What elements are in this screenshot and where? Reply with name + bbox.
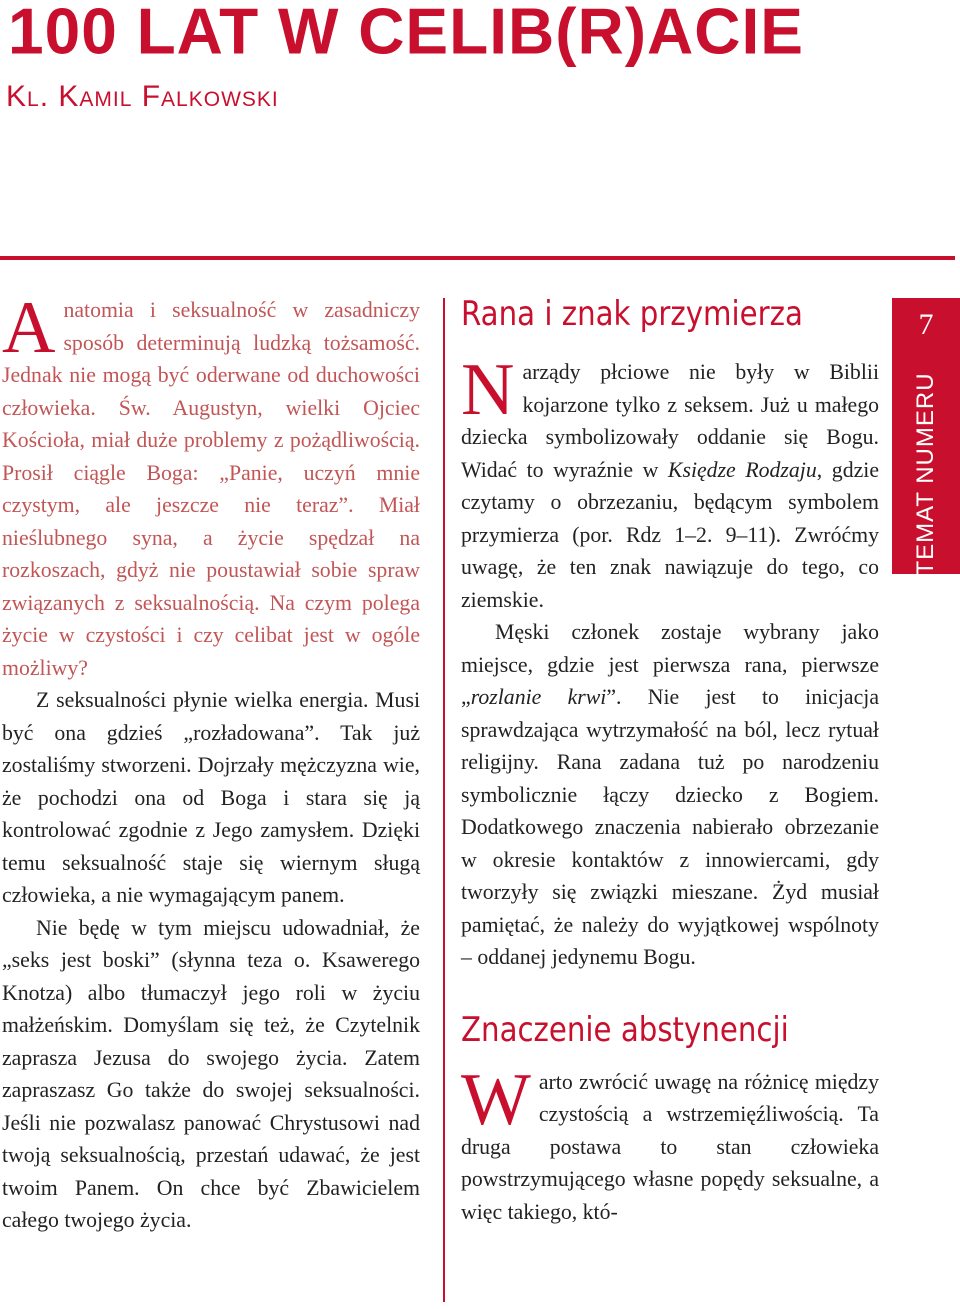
wound-text-1: Męski członek zostaje wybrany jako miejsce, gdzie jest pierwsza rana, pierwsze „ [461,620,879,709]
section-heading-covenant: Rana i znak przymierza [461,294,803,334]
book-genesis-ref: Księdze Rodzaju [667,457,817,482]
abstinence-dropcap: W [461,1058,531,1141]
intro-paragraph [2,287,420,684]
article-title: 100 LAT W CELIB(R)ACIE [8,0,804,68]
intro-dropcap: A [2,287,56,369]
covenant-text-2: , gdzie czytamy o obrzezaniu, będącym symbolem przymierza (por. Rdz 1–2. 9–11). Zwróćmy uwagę, że ten znak nawiązuje do tego, co ziemskie. [461,457,880,612]
section-heading-abstinence: Znaczenie abstynencji [461,1009,789,1050]
page-number: 7 [918,308,934,341]
body-paragraph-knotz: Nie będę w tym miejscu udowadniał, że „seks jest boski” (słynna teza o. Ksawerego Knotza) albo tłumaczył jego roli w życiu małżeńskim. Domyślam się też, że Czytelnik zaprasza Jezusa do swojego życia. Zatem zapraszasz Go także do swojej seksualności. Jeśli nie pozwalasz panować Chrystusowi nad twoją seksualnością, przestań udawać, że jest twoim Panem. On chce być Zbawicielem całego twojego życia. [2,915,420,1232]
section-tab [892,298,960,574]
wound-text-2: ”. Nie jest to inicjacja sprawdzająca wytrzymałość na ból, lecz rytuał religijny. Rana zadana tuż po narodzeniu symbolicznie łączy dziecko z Bogiem. Dodatkowego znaczenia nabierało obrzezanie w okresie kontaktów z innowiercami, gdy tworzyły się związki mieszane. Żyd musiał pamiętać, że należy do wyjątkowej wspólnoty – oddanej jedynemu Bogu. [461,685,880,969]
intro-text: natomia i seksualność w zasadniczy sposób determinują ludzką tożsamość. Jednak nie mogą być oderwane od duchowości człowieka. Św. Augustyn, wielki Ojciec Kościoła, miał duże problemy z pożądliwością. Prosił ciągle Boga: „Panie, uczyń mnie czystym, ale jeszcze nie teraz”. Miał nieślubnego syna, a życie spędzał na rozkoszach, gdyż nie poustawiał sobie spraw związanych z seksualnością. Na czym polega życie w czystości i czy celibat jest w ogóle możliwy? [2,298,420,680]
bloodshed-quote: rozlanie krwi [470,685,607,709]
body-paragraph-energy: Z seksualności płynie wielka energia. Musi być ona gdzieś „rozładowana”. Tak już zostaliśmy stworzeni. Dojrzały mężczyzna wie, że pochodzi ona od Boga i stara się ją kontrolować zgodnie z Jego zamysłem. Dzięki temu seksualność staje się wiernym sługą człowieka, a nie wymagającym panem. [2,688,420,907]
body-paragraph-abstinence [461,1058,879,1229]
section-label: TEMAT NUMERU [912,372,939,576]
covenant-dropcap: N [461,349,515,431]
column-divider [443,298,445,1302]
header-divider [0,256,955,260]
abstinence-text: arto zwrócić uwagę na różnicę między czystością a wstrzemięźliwością. Ta druga postawa to stan człowieka powstrzymującego własne popędy seksualne, a więc takiego, któ- [461,1069,879,1224]
left-column [2,287,420,1237]
body-paragraph-wound [461,616,879,974]
right-column [461,294,879,1228]
body-paragraph-covenant [461,349,880,616]
covenant-text-1: arządy płciowe nie były w Biblii kojarzone tylko z seksem. Już u małego dziecka symbolizowały oddanie się Bogu. Widać to wyraźnie w [461,360,879,482]
author-byline: Kl. Kamil Falkowski [6,80,279,113]
